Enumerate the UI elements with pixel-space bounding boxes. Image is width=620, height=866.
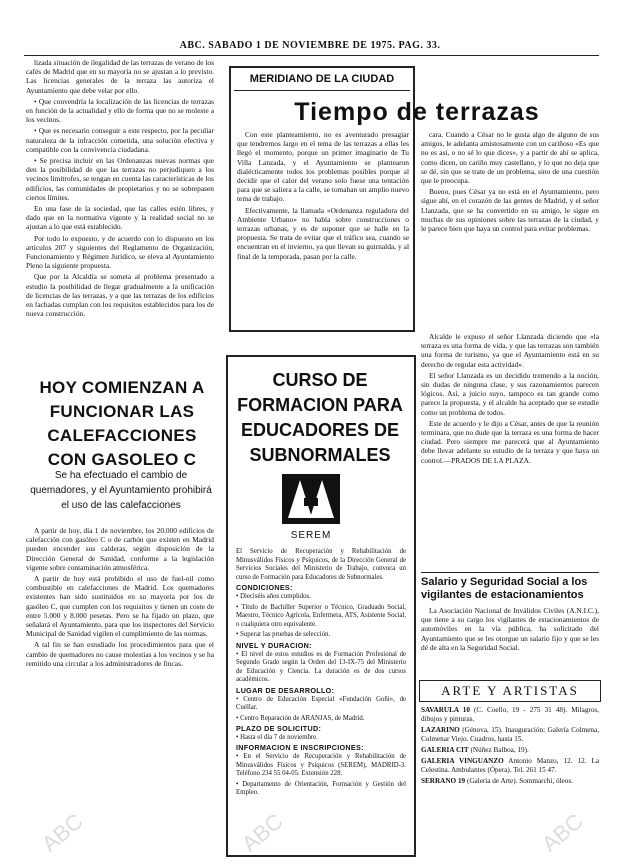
arte-entry-name: SERRANO 19 (421, 777, 466, 785)
meridiano-paragraph: Efectivamente, la llamada «Ordenanza reguladora del Ambiente Urbano» no habla sobre construcciones o terrazas urbanas, y es de suponer que se halle en la propuesta. Se trata de evitar que el tráfico sea, cuando se encuentran en el invierno, ya que llevan su guirnalda, y al final de la temporada, pasan por la calle. (237, 205, 409, 261)
meridiano-paragraph: Con este planteamiento, no es aventurado presagiar que tendremos largo en el tema de las terrazas a ellas les llegó el momento, porque un primer imaginario de Tu Villa Lanzada, y el Ayuntamiento se plantearon dialécticamente todos los problemas posibles porque al decidir que el calor del verano solo fuese una tentación para que se saliera a la calle, se tomaban un amplio nuevo tema de trabajo. (237, 130, 409, 204)
salario-rule (421, 572, 599, 573)
meridiano-paragraph: Bueno, pues César ya no está en el Ayuntamiento, pero sigue ahí, en el corazón de las gentes de Madrid, y el señor Llanzada, que se ha convertido en su amigo, le sigue en muchas de sus opiniones sobre las terrazas de la ciudad, y le parece bien que haya un control para evitar problemas. (421, 187, 599, 234)
serem-section-heading: LUGAR DE DESARROLLO: (236, 685, 335, 695)
salario-headline: Salario y Seguridad Social a los vigilantes de estacionamientos (421, 576, 588, 601)
right-paragraph: Este de acuerdo y le dijo a César, antes de que la reunión terminara, que no dude que la terraza es una forma de hacer ciudad. Pero siempre me parecerá que al Ayuntamiento debe llevar adelante su estudio de la terraza y que haya un control.—PRADOS DE LA PLAZA. (421, 418, 599, 465)
right-paragraph: El señor Llanzada es un decidido tremendo a la noción, sin dudas de ninguna clase, y sus razonamientos parecen lógicos. Así, a juicio suyo, tampoco es tan grande como parece la propuesta, y el alcalde ha aceptado que se estudie como un problema de todos. (421, 370, 599, 417)
right-column-article (421, 332, 599, 568)
left-paragraph: • Se precisa incluir en las Ordenanzas nuevas normas que den la posibilidad de que las terrazas no perjudiquen a los vecinos limítrofes, se tengan en cuenta las características de los edificios, las comunidades de propietarios y no se sobrepasen ciertos límites. (26, 156, 214, 202)
serem-item: • Hasta el día 7 de noviembre. (236, 734, 406, 743)
serem-logo-text: SEREM (290, 530, 332, 541)
serem-logo-icon (280, 472, 342, 526)
serem-intro: El Servicio de Recuperación y Rehabilitación de Minusválidos Físicos y Psíquicos, de la Dirección General de Servicios Sociales del Ministerio de Trabajo, convoca un curso de Formación para Educadores de Subnormales. (236, 548, 406, 581)
arte-entry (421, 706, 599, 724)
right-paragraph: Alcalde le expuso el señor Llanzada diciendo que «la terraza es una forma de vida, y que las terrazas son también una forma de turismo, ya que el Ayuntamiento está en su derecho de regular esta actividad». (421, 332, 599, 369)
watermark-logo: ABC (236, 808, 288, 857)
arte-title: ARTE Y ARTISTAS (441, 683, 579, 698)
serem-section-heading: INFORMACION E INSCRIPCIONES: (236, 743, 364, 753)
serem-ad-title: CURSO DE FORMACION PARA EDUCADORES DE SUBNORMALES (237, 370, 403, 465)
meridiano-section: MERIDIANO DE LA CIUDAD (249, 73, 395, 85)
arte-entry-name: LAZARINO (421, 726, 460, 734)
left-top-article (26, 58, 214, 356)
arte-entry-text: (Galería de Arte). Sommarchi, óleos. (466, 777, 573, 785)
page-header: ABC. SABADO 1 DE NOVIEMBRE DE 1975. PAG. 33. (179, 40, 441, 51)
watermark-logo: ABC (36, 808, 88, 857)
serem-item: • Departamento de Orientación, Formación y Gestión del Empleo. (236, 781, 406, 798)
arte-entry-text: (C. Coello, 19 - 275 31 48). Milagros, dibujos y pinturas. (421, 706, 599, 723)
serem-item: • Superar las pruebas de selección. (236, 631, 406, 640)
serem-section-heading: NIVEL Y DURACION: (236, 640, 312, 650)
header-rule (24, 55, 599, 56)
arte-entry (421, 777, 599, 786)
arte-entry (421, 746, 599, 755)
left-paragraph: • Que es necesario conseguir a este respecto, por la peculiar naturaleza de la infracción cometida, una solución efectiva y compatible con la convivencia ciudadana. (26, 126, 214, 154)
arte-entry-text: (Núñez Balboa, 19). (470, 746, 529, 754)
salario-paragraph: La Asociación Nacional de Inválidos Civiles (A.N.I.C.), que tiene a su cargo los vigilantes de estacionamientos de automóviles en la vía pública, ha solicitado del Ayuntamiento que se les otorgue un salario fijo y que se les dé de alta en la Seguridad Social. (421, 606, 599, 652)
watermark-logo: ABC (536, 808, 588, 857)
serem-item: • Centro Reparación de ARANJAS, de Madrid. (236, 715, 406, 724)
meridiano-col2 (421, 130, 599, 328)
serem-item: • En el Servicio de Recuperación y Rehabilitación de Minusválidos Físicos y Psíquicos (SEREM), MADRID-3. Teléfono 234 55 04-05. Extensión 228. (236, 753, 406, 779)
meridiano-paragraph: cara. Cuando a César no le gusta algo de alguno de sus amigos, le adelanta amistosamente con un cariñoso «Es que no es así, o no sé lo que dices», y a partir de ahí se aplica, como dicen, un cariño muy castellano, y lo que no deja que se dé, sin que se trate de un problema, sino de una cuestión que le preocupa. (421, 130, 599, 186)
salario-body (421, 606, 599, 668)
meridiano-col1 (237, 130, 409, 322)
left-paragraph: Que por la Alcaldía se someta al problema presentado a estudio la posibilidad de llegar gradualmente a la unificación de licencias de las terrazas, y a que las terrazas de los edificios en fachadas cumplan con los requisitos establecidos para los de nueva construcción. (26, 272, 214, 319)
serem-ad-body (236, 548, 406, 850)
heating-paragraph: A partir de hoy, día 1 de noviembre, los 20.000 edificios de calefacción con gasóleo C o de carbón que existen en Madrid pueden encender sus calderas, según disposición de la Dirección General de Sanidad, conforme a la legislación vigente sobre contaminación atmosférica. (26, 526, 214, 572)
arte-entry-text: (Génova, 15). Inauguración: Galería Colmena, Colmenar Viejo. Cuadros, hasta 15. (421, 726, 599, 743)
left-paragraph: • Que convendría la localización de las licencias de terrazas en función de la actualidad y ello de forma que no se moleste a los vecinos. (26, 97, 214, 125)
left-paragraph: lizada situación de ilegalidad de las terrazas de verano de los cafés de Madrid que en su mayoría no se ajustan a lo previsto. Las licencias generales de la terraza las autoriza el Ayuntamiento que debe velar por ello. (26, 58, 214, 95)
heating-subhead: Se ha efectuado el cambio de quemadores, y el Ayuntamiento prohibirá el uso de las calefacciones (30, 470, 212, 511)
arte-entry-text: Antonio Manzo, 12. 12. La Celestina. Ambulantes (Ópera). Tel. 261 15 47. (421, 757, 599, 774)
heating-headline: HOY COMIENZAN A FUNCIONAR LAS CALEFACCIONES CON GASOLEO C (39, 378, 205, 469)
serem-item: • Centro de Educación Especial «Fundación Goñi», de Cuéllar. (236, 696, 406, 713)
heating-body (26, 526, 214, 856)
arte-entry-name: SAVARULA 10 (421, 706, 470, 714)
serem-item: • Título de Bachiller Superior o Técnico, Graduado Social, Maestro, Técnico Agrícola, Enfermera, ATS, Asistente Social, o cualquiera otro equivalente. (236, 604, 406, 630)
arte-entry-name: GALERIA CIT (421, 746, 469, 754)
arte-entry-name: GALERIA VINGUANZO (421, 757, 504, 765)
serem-section-heading: PLAZO DE SOLICITUD: (236, 724, 322, 734)
meridiano-rule (234, 90, 410, 91)
left-paragraph: En una fase de la sociedad, que las calles estén libres, y dado que en la normativa vigente y la realidad social no se ajustan a lo que está establecido. (26, 204, 214, 232)
heating-paragraph: A tal fin se han estudiado los procedimientos para que el cambio de quemadores no cause molestias a los vecinos y se ha remitido una circular a los administradores de fincas. (26, 640, 214, 668)
serem-item: • Dieciséis años cumplidos. (236, 593, 406, 602)
serem-section-heading: CONDICIONES: (236, 583, 293, 593)
meridiano-headline: Tiempo de terrazas (294, 98, 540, 126)
arte-entry (421, 757, 599, 775)
left-paragraph: Por todo lo expuesto, y de acuerdo con lo dispuesto en los artículos 207 y siguientes del Reglamento de Organización, Funcionamiento y Régimen Jurídico, se eleva al Ayuntamiento Pleno la siguiente propuesta. (26, 233, 214, 271)
heating-paragraph: A partir de hoy está prohibido el uso de fuel-oil como combustible en calefacciones de Madrid. Los quemadores existentes han sido sustituidos en su mayoría por los de gasóleo C, que cumplen con los requisitos y tienen un coste de entre 5.000 y 8.000 pesetas. Pero se ha fijado un plazo, que señalará el Ayuntamiento, para que los inspectores del Servicio Municipal de Sanidad vigilen el cumplimiento de las normas. (26, 574, 214, 639)
arte-entry (421, 726, 599, 744)
serem-item: • El nivel de estos estudios es de Formación Profesional de Segundo Grado según la Orden del 13-IX-75 del Ministerio de Educación y Ciencia. La duración es de dos cursos académicos. (236, 651, 406, 685)
